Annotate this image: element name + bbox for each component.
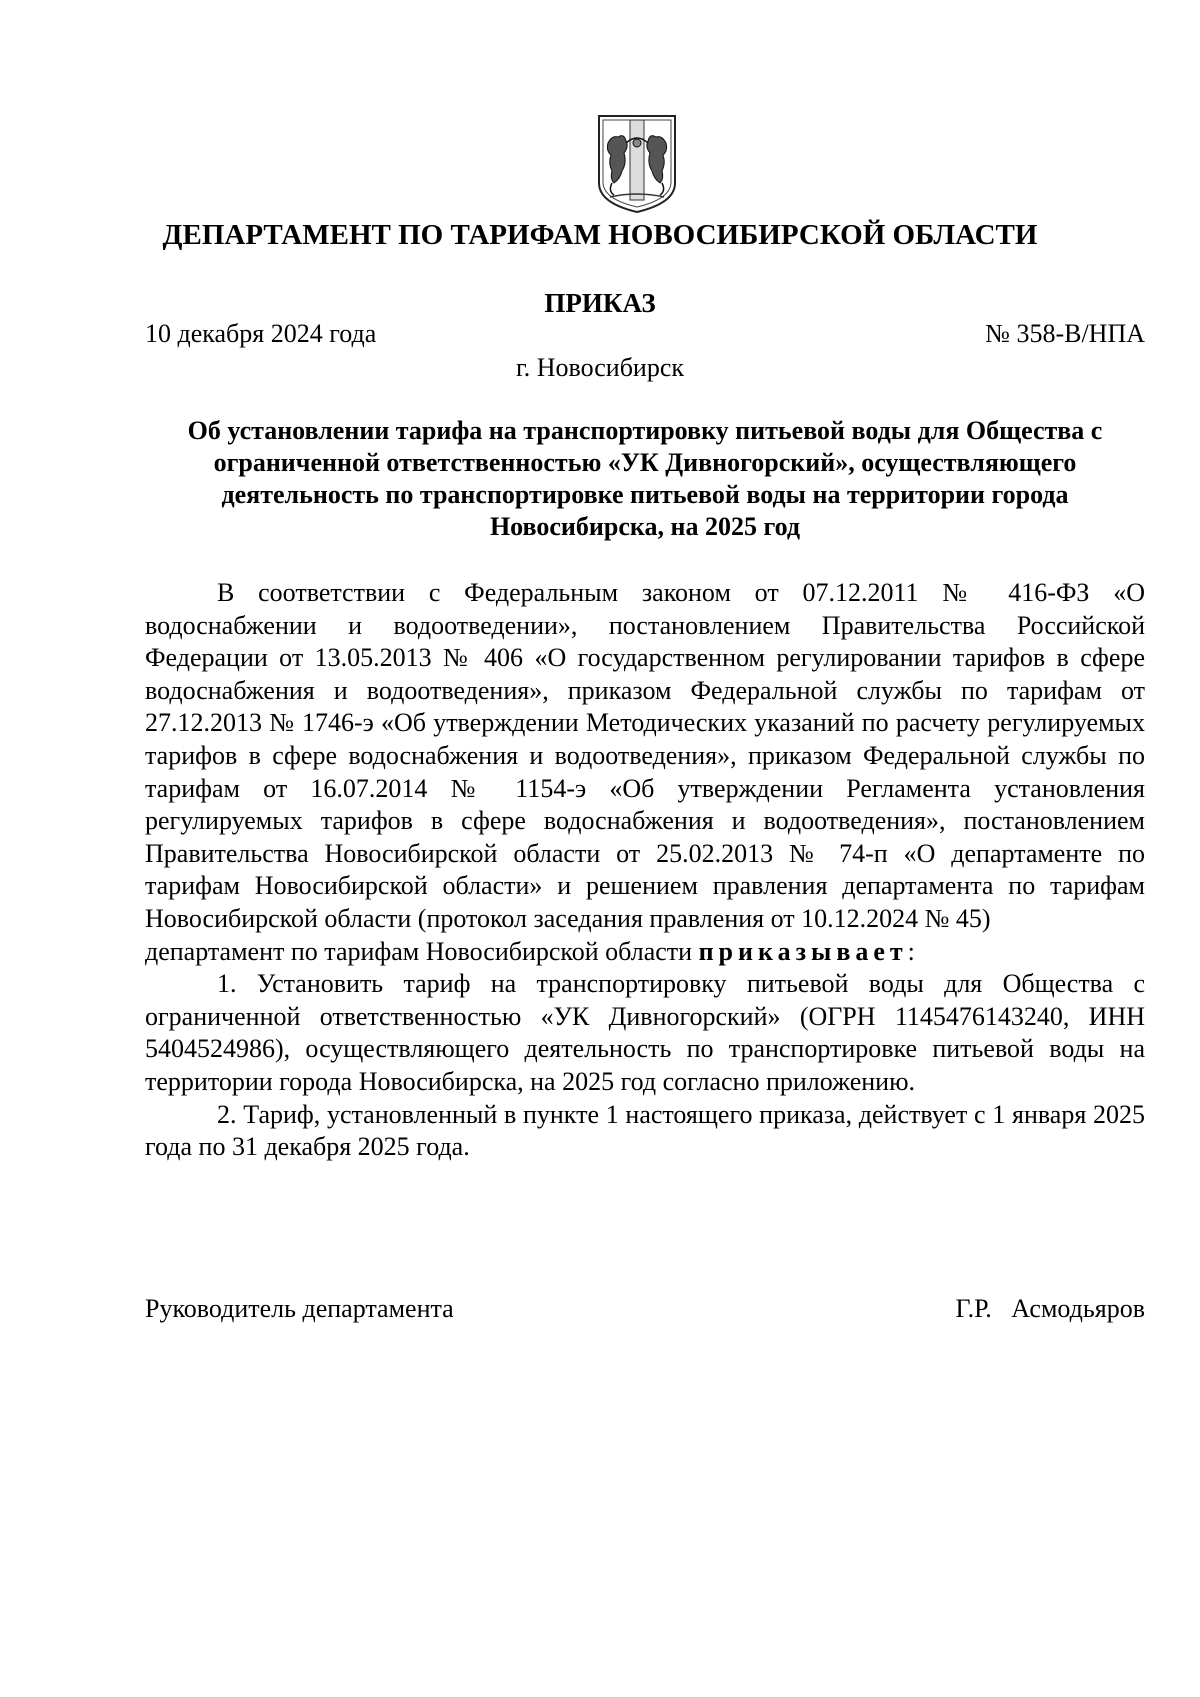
order-meta-row (145, 318, 1145, 350)
preamble-paragraph: В соответствии с Федеральным законом от 07.12.2011 № 416-ФЗ «О водоснабжении и водоотведении», постановлением Правительства Российской Федерации от 13.05.2013 № 406 «О государственном регулировании тарифов в сфере водоснабжения и водоотведения», приказом Федеральной службы по тарифам от 27.12.2013 № 1746-э «Об утверждении Методических указаний по расчету регулируемых тарифов в сфере водоснабжения и водоотведения», приказом Федеральной службы по тарифам от 16.07.2014 № 1154-э «Об утверждении Регламента установления регулируемых тарифов в сфере водоснабжения и водоотведения», постановлением Правительства Новосибирской области от 25.02.2013 № 74-п «О департаменте по тарифам Новосибирской области» и решением правления департамента по тарифам Новосибирской области (протокол заседания правления от 10.12.2024 № 45) (145, 578, 1145, 933)
decree-colon: : (907, 936, 915, 966)
order-item-2: 2. Тариф, установленный в пункте 1 настоящего приказа, действует с 1 января 2025 года по 31 декабря 2025 года. (145, 1099, 1145, 1162)
order-city: г. Новосибирск (515, 353, 685, 382)
order-date: 10 декабря 2024 года (145, 319, 377, 348)
order-number: № 358-В/НПА (985, 319, 1145, 348)
signer-name: Г.Р. Асмодьяров (955, 1294, 1145, 1323)
decree-line (145, 936, 1145, 969)
order-subject: Об установлении тарифа на транспортировку питьевой воды для Общества с ограниченной ответственностью «УК Дивногорский», осуществляющего деятельность по транспортировке питьевой воды на территории города Новосибирска, на 2025 год (187, 416, 1103, 541)
signer-position: Руководитель департамента (145, 1294, 454, 1323)
order-body (145, 577, 1145, 1164)
document-type: ПРИКАЗ (544, 288, 656, 318)
signature-row (145, 1293, 1145, 1325)
order-item-1: 1. Установить тариф на транспортировку питьевой воды для Общества с ограниченной ответственностью «УК Дивногорский» (ОГРН 1145476143240, ИНН 5404524986), осуществляющего деятельность по транспортировке питьевой воды на территории города Новосибирска, на 2025 год согласно приложению. (145, 969, 1145, 1096)
decree-intro: департамент по тарифам Новосибирской области (145, 936, 699, 966)
decree-word: приказывает (698, 936, 908, 966)
department-title: ДЕПАРТАМЕНТ ПО ТАРИФАМ НОВОСИБИРСКОЙ ОБЛАСТИ (162, 219, 1038, 251)
novosibirsk-coat-of-arms-icon (596, 113, 678, 215)
